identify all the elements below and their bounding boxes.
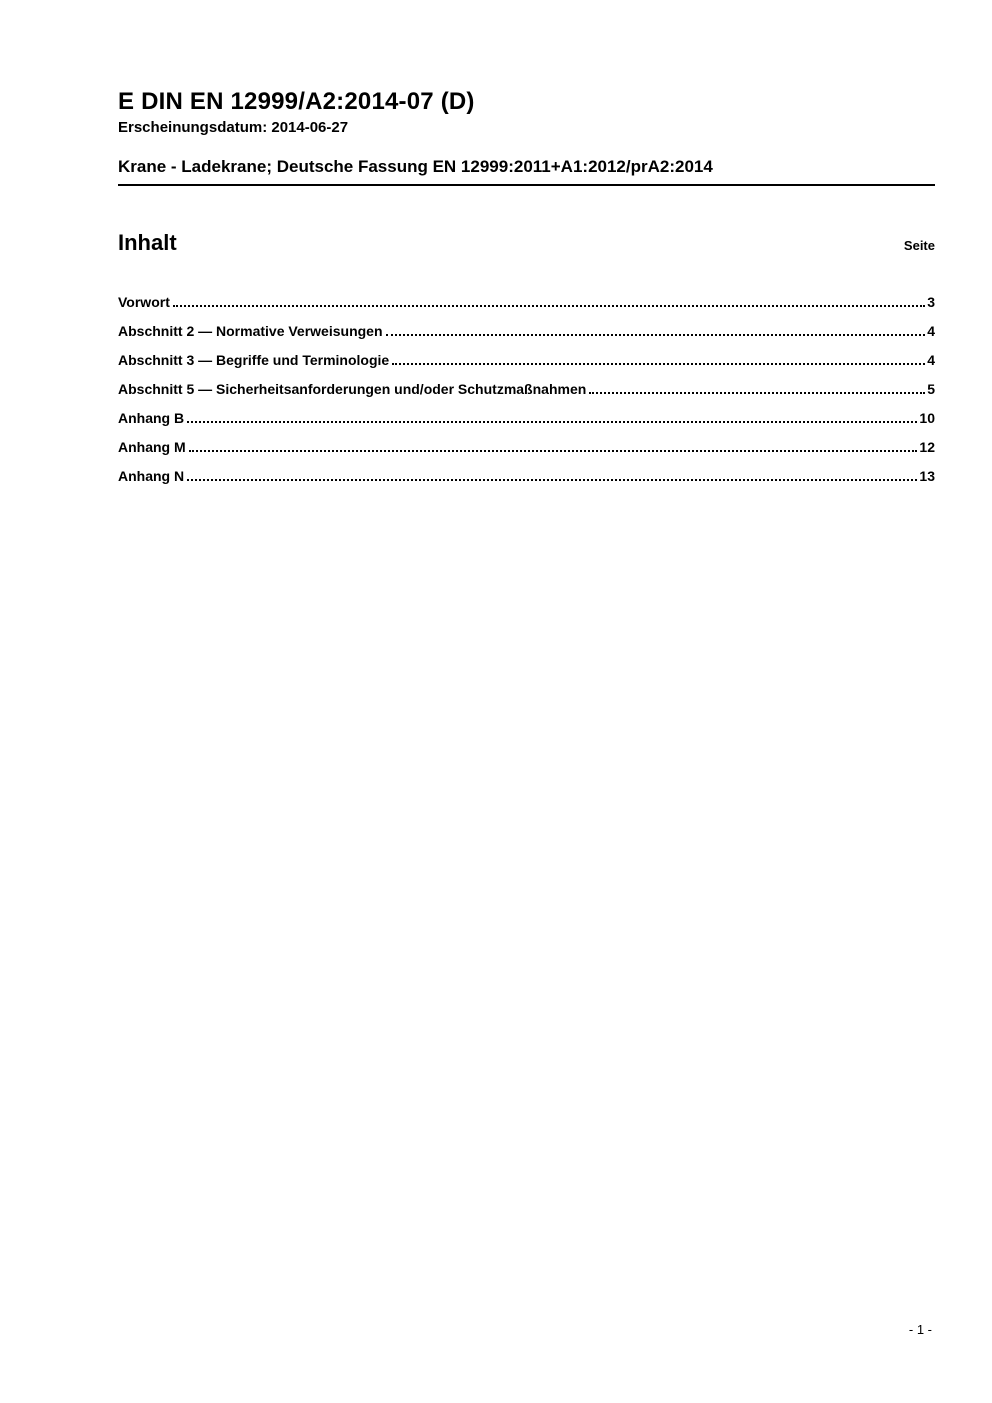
toc-dot-leader	[187, 479, 917, 481]
toc-entry	[118, 339, 935, 368]
toc-entry-label: Abschnitt 5 — Sicherheitsanforderungen und/oder Schutzmaßnahmen	[118, 380, 587, 397]
toc-entry-page: 12	[919, 438, 935, 455]
toc-list	[118, 281, 935, 484]
document-subtitle: Krane - Ladekrane; Deutsche Fassung EN 12999:2011+A1:2012/prA2:2014	[118, 157, 935, 186]
toc-entry-label: Abschnitt 2 — Normative Verweisungen	[118, 322, 383, 339]
toc-entry	[118, 310, 935, 339]
toc-entry-page: 3	[927, 293, 935, 310]
toc-dot-leader	[189, 450, 918, 452]
toc-entry-page: 5	[927, 380, 935, 397]
toc-entry-page: 4	[927, 322, 935, 339]
toc-entry-label: Anhang N	[118, 467, 185, 484]
toc-entry-page: 10	[919, 409, 935, 426]
document-title: E DIN EN 12999/A2:2014-07 (D)	[118, 88, 475, 115]
toc-entry-page: 13	[919, 467, 935, 484]
toc-entry	[118, 281, 935, 310]
page-content	[118, 0, 935, 484]
toc-dot-leader	[173, 305, 925, 307]
toc-entry-label: Vorwort	[118, 293, 170, 310]
toc-dot-leader	[187, 421, 917, 423]
footer-page-indicator: - 1 -	[908, 1322, 932, 1337]
toc-entry-label: Anhang B	[118, 409, 185, 426]
toc-heading: Inhalt	[118, 229, 177, 255]
toc-entry-page: 4	[927, 351, 935, 368]
toc-entry	[118, 455, 935, 484]
toc-dot-leader	[392, 363, 925, 365]
toc-header	[118, 230, 935, 256]
toc-entry	[118, 426, 935, 455]
toc-page-column-label: Seite	[903, 237, 935, 253]
toc-entry-label: Anhang M	[118, 438, 186, 455]
toc-entry	[118, 368, 935, 397]
toc-dot-leader	[386, 334, 926, 336]
toc-dot-leader	[589, 392, 925, 394]
toc-entry	[118, 397, 935, 426]
release-date-line: Erscheinungsdatum: 2014-06-27	[118, 118, 349, 136]
toc-entry-label: Abschnitt 3 — Begriffe und Terminologie	[118, 351, 390, 368]
